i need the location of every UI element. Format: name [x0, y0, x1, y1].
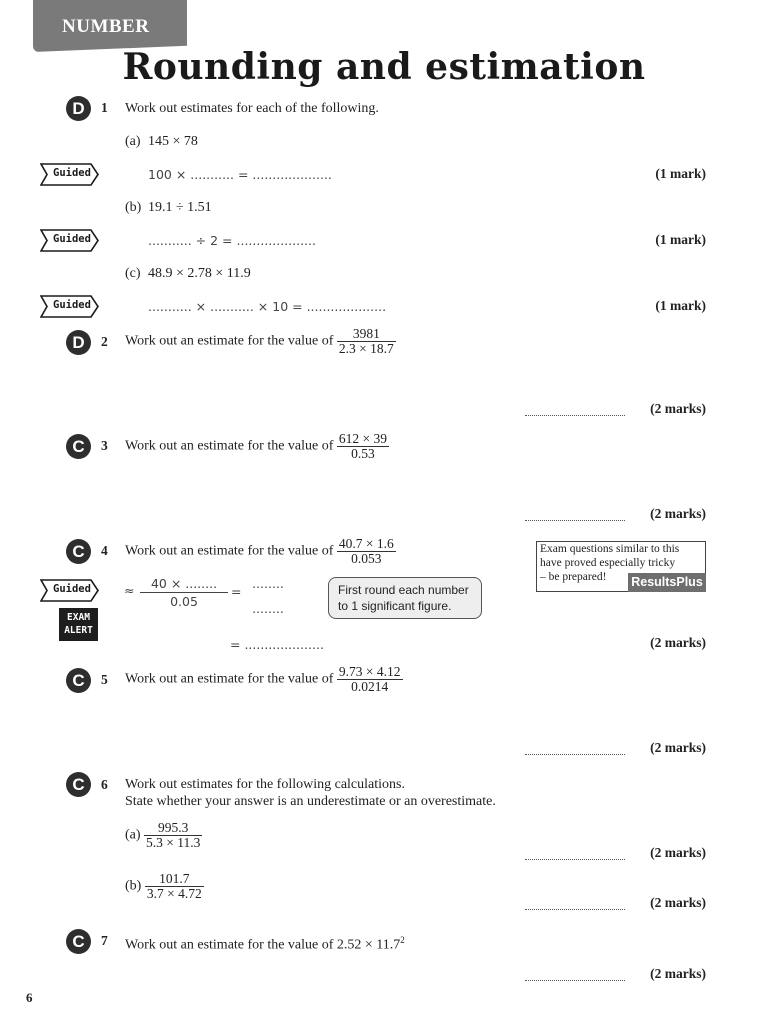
grade-c-icon: C — [66, 668, 91, 693]
marks-label: (2 marks) — [650, 845, 706, 860]
fraction — [144, 821, 202, 850]
question-number: 7 — [101, 933, 108, 948]
question-number: 2 — [101, 334, 108, 349]
results-plus-line: – be prepared! — [540, 571, 607, 583]
guided-working: ........... ÷ 2 = .................... — [148, 233, 316, 248]
question-prompt: Work out an estimate for the value of — [125, 543, 334, 559]
question-number: 5 — [101, 672, 108, 687]
grade-d-icon: D — [66, 330, 91, 355]
grade-d-icon: D — [66, 96, 91, 121]
guided-fraction-answer[interactable] — [246, 576, 290, 616]
denominator: 0.053 — [351, 551, 382, 566]
guided-badge — [40, 295, 99, 318]
marks-label: (1 mark) — [655, 232, 706, 247]
marks-label: (2 marks) — [650, 635, 706, 650]
fraction — [337, 537, 396, 566]
part-expression: 19.1 ÷ 1.51 — [148, 200, 212, 215]
numerator: 9.73 × 4.12 — [338, 664, 401, 679]
question-text — [125, 327, 396, 356]
page-title: Rounding and estimation — [122, 46, 646, 88]
marks-label: (2 marks) — [650, 506, 706, 521]
part-item — [125, 821, 202, 850]
question-number: 3 — [101, 438, 108, 453]
numerator: 3981 — [337, 327, 396, 342]
marks-label: (1 mark) — [655, 298, 706, 313]
marks-label: (2 marks) — [650, 401, 706, 416]
marks-label: (1 mark) — [655, 166, 706, 181]
hint-line: First round each number — [338, 583, 469, 597]
fraction — [337, 432, 389, 461]
guided-label: Guided — [53, 299, 91, 311]
question-text — [125, 932, 405, 954]
guided-final-answer: = .................... — [230, 637, 324, 652]
numerator: 40.7 × 1.6 — [338, 536, 394, 551]
question-prompt: Work out an estimate for the value of — [125, 671, 334, 687]
part-expression: 145 × 78 — [148, 134, 198, 149]
part-label: (b) — [125, 878, 142, 894]
question-text — [125, 537, 396, 566]
question-text: Work out estimates for the following calculations. — [125, 777, 405, 792]
results-plus-logo: ResultsPlus — [628, 573, 706, 592]
grade-c-icon: C — [66, 772, 91, 797]
approx-symbol: ≈ — [124, 583, 135, 598]
page-number: 6 — [26, 990, 33, 1005]
fraction — [145, 872, 204, 901]
denominator: 2.3 × 18.7 — [338, 341, 394, 356]
denominator: 3.7 × 4.72 — [146, 886, 202, 901]
part-label: (a) — [125, 134, 141, 149]
guided-denominator: 0.05 — [170, 594, 198, 609]
grade-c-icon: C — [66, 539, 91, 564]
guided-badge — [40, 229, 99, 252]
question-text — [125, 665, 403, 694]
part-label: (c) — [125, 266, 141, 281]
question-prompt: Work out an estimate for the value of — [125, 333, 334, 349]
guided-fraction — [140, 576, 228, 609]
hint-box — [328, 577, 482, 619]
exponent: 2 — [400, 935, 405, 945]
grade-c-icon: C — [66, 929, 91, 954]
results-plus-line: Exam questions similar to this — [540, 543, 680, 555]
marks-label: (2 marks) — [650, 895, 706, 910]
question-number: 1 — [101, 100, 108, 115]
guided-working: 100 × ........... = .................... — [148, 167, 332, 182]
marks-label: (2 marks) — [650, 966, 706, 981]
denominator: 0.0214 — [351, 679, 389, 694]
marks-label: (2 marks) — [650, 740, 706, 755]
fraction — [337, 327, 396, 356]
exam-alert-line: ALERT — [64, 625, 93, 636]
guided-label: Guided — [53, 233, 91, 245]
guided-badge — [40, 163, 99, 186]
guided-label: Guided — [53, 167, 91, 179]
numerator: 612 × 39 — [338, 431, 388, 446]
question-prompt: Work out an estimate for the value of — [125, 438, 334, 454]
question-number: 4 — [101, 543, 108, 558]
guided-working: ........... × ........... × 10 = .................... — [148, 299, 387, 314]
guided-numerator: 40 × ........ — [140, 576, 228, 593]
guided-label: Guided — [53, 583, 91, 595]
part-label: (b) — [125, 200, 142, 215]
equals-symbol: = — [231, 584, 242, 599]
question-text: State whether your answer is an underestimate or an overestimate. — [125, 794, 496, 809]
guided-denominator: ........ — [252, 601, 284, 616]
guided-numerator: ........ — [252, 576, 284, 591]
question-text: Work out estimates for each of the following. — [125, 101, 379, 116]
numerator: 995.3 — [144, 821, 202, 836]
denominator: 0.53 — [351, 446, 375, 461]
exam-alert-line: EXAM — [67, 612, 90, 623]
hint-line: to 1 significant figure. — [338, 599, 452, 613]
part-label: (a) — [125, 827, 141, 843]
part-item — [125, 872, 204, 901]
question-text — [125, 432, 389, 461]
results-plus-line: have proved especially tricky — [540, 557, 676, 569]
question-prompt: Work out an estimate for the value of 2.52 × 11.7 — [125, 937, 401, 953]
denominator: 5.3 × 11.3 — [146, 835, 201, 850]
question-number: 6 — [101, 777, 108, 792]
grade-c-icon: C — [66, 434, 91, 459]
numerator: 101.7 — [145, 872, 204, 887]
guided-badge — [40, 579, 99, 602]
exam-alert-badge — [59, 608, 98, 641]
part-expression: 48.9 × 2.78 × 11.9 — [148, 266, 251, 281]
fraction — [337, 665, 403, 694]
section-tab-label: NUMBER — [62, 16, 150, 37]
